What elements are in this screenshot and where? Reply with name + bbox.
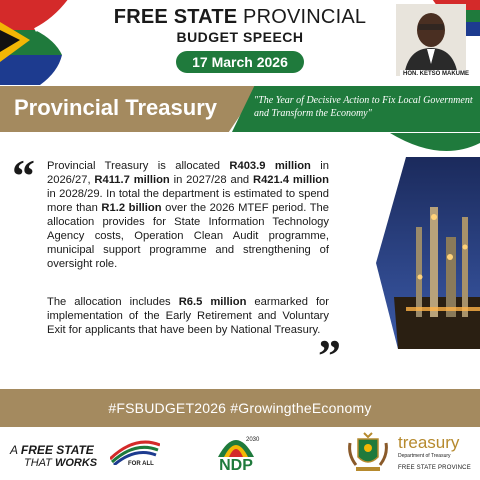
header [0,0,480,85]
fs-logo-line1: A FREE STATE [10,443,94,457]
treasury-logo [346,431,476,477]
speaker-caption: HON. KETSO MAKUME [400,70,472,78]
footer [0,427,480,480]
hashtags: #FSBUDGET2026 #GrowingtheEconomy [108,400,372,416]
treasury-word: treasury [398,433,460,452]
tagline: "The Year of Decisive Action to Fix Local Government and Transform the Economy" [254,95,473,119]
free-state-logo [10,437,160,475]
paragraph-allocation [47,159,329,271]
paragraph-early-retirement [47,295,329,337]
ndp-year: 2030 [246,437,260,443]
para2-run: earmarked for implementation of the Early Retirement and Voluntary Exit for applicants that have been by National Treasury. [47,296,329,336]
hashtag-bar [0,389,480,427]
close-quote-mark: ” [318,330,341,381]
para2-run: R6.5 million [178,296,247,308]
fs-logo-for-all: FOR ALL [128,461,154,467]
para1-run: in 2026/27, [47,160,329,186]
para1-run: R403.9 million [229,160,311,172]
refinery-photo [376,157,480,349]
coat-of-arms-icon [346,431,390,475]
para1-run: in 2027/28 and [169,174,253,186]
ndp-text: NDP [219,457,253,474]
para1-run: Provincial Treasury is allocated [47,160,230,172]
title-block [95,6,385,73]
page-subtitle: BUDGET SPEECH [176,29,304,45]
para1-run: over the 2026 MTEF period. The allocation provides for State Information Technology Agency costs, Operation Clean Audit programme, municipal support programme and strengthening of oversight role. [47,202,329,270]
ndp-flag-icon [210,429,262,459]
para2-run: The allocation includes [47,296,179,308]
ndp-logo [210,429,262,477]
content-area [0,133,480,387]
date-badge: 17 March 2026 [176,51,304,73]
para1-run: R421.4 million [253,174,329,186]
page-title: FREE STATE PROVINCIAL [113,6,367,28]
speaker-portrait [396,4,466,76]
fs-logo-line2: THAT WORKS [24,457,98,469]
para1-run: in 2028/29. In total the department is estimated to spend more than [47,188,329,214]
treasury-province: FREE STATE PROVINCE [398,465,471,471]
section-title: Provincial Treasury [14,95,217,120]
para1-run: R1.2 billion [101,202,162,214]
open-quote-mark: “ [12,150,35,201]
para1-run: R411.7 million [94,174,170,186]
treasury-department: Department of Treasury [398,453,451,459]
south-africa-flag-graphic [0,0,100,85]
section-banner [0,86,480,132]
